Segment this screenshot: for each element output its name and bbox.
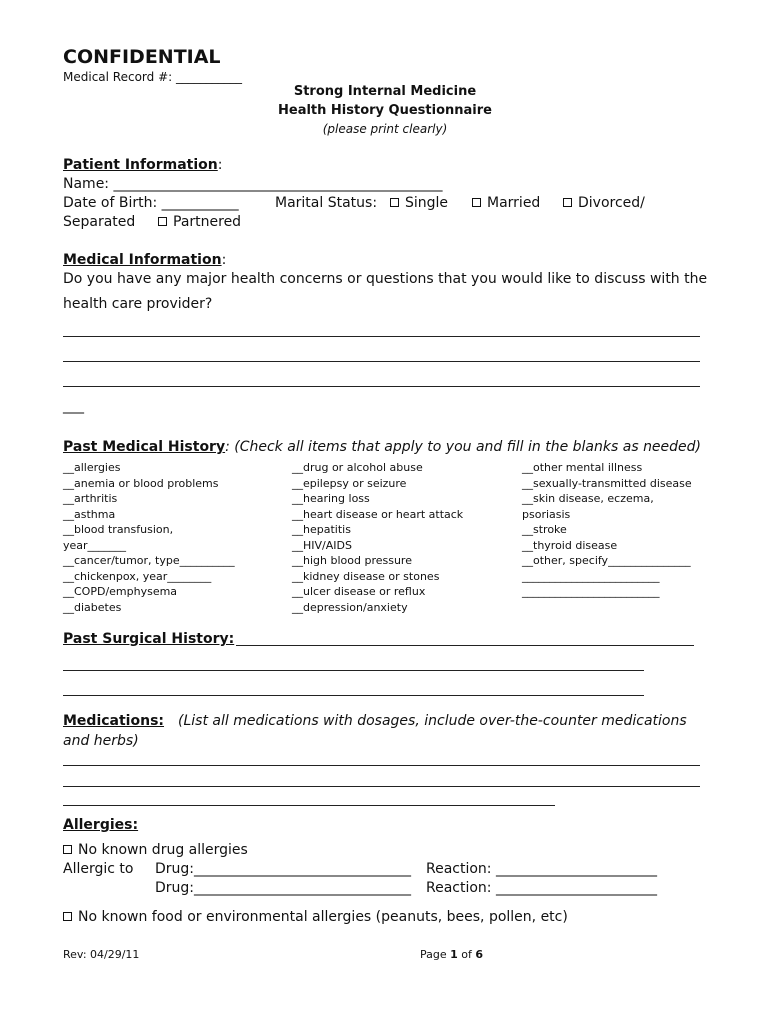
medications-answer-line[interactable] [63, 805, 555, 806]
history-item[interactable]: psoriasis [522, 507, 571, 521]
page-current: 1 [450, 948, 458, 961]
history-item[interactable]: __anemia or blood problems [63, 476, 219, 490]
no-food-allergies-option[interactable] [63, 909, 568, 925]
page-word: Page [420, 948, 447, 961]
option-single-label: Single [405, 195, 449, 211]
medical-info-heading-text: Medical Information [63, 252, 222, 268]
option-partnered-label: Partnered [173, 214, 242, 230]
history-item[interactable]: __COPD/emphysema [63, 585, 178, 598]
drug-field[interactable]: Drug:_______________________________ [155, 861, 412, 877]
history-item[interactable]: __heart disease or heart attack [292, 507, 464, 521]
health-concerns-question-cont: health care provider? [63, 296, 213, 312]
history-col-3 [522, 460, 692, 600]
history-item[interactable]: __hepatitis [292, 523, 351, 536]
history-item[interactable]: __asthma [63, 507, 116, 521]
dob-field[interactable]: Date of Birth: ___________ [63, 195, 239, 211]
page-total: 6 [475, 948, 484, 961]
medications-answer-line[interactable] [63, 765, 700, 766]
history-item[interactable]: _________________________ [522, 569, 660, 583]
reaction-field[interactable]: Reaction: _______________________ [426, 880, 657, 896]
form-title: Health History Questionnaire [278, 103, 492, 118]
history-item[interactable]: __allergies [63, 461, 121, 474]
history-item[interactable]: __chickenpox, year________ [63, 569, 212, 583]
no-drug-allergies-label: No known drug allergies [78, 842, 248, 858]
option-separated-label: Separated [63, 214, 136, 230]
history-item[interactable]: __HIV/AIDS [292, 538, 352, 552]
organization-name: Strong Internal Medicine [293, 84, 477, 99]
patient-info-heading: Patient Information: [63, 157, 223, 173]
history-item[interactable]: __arthritis [63, 492, 118, 505]
medications-answer-line[interactable] [63, 786, 700, 787]
history-item[interactable]: _________________________ [522, 585, 660, 598]
print-note: (please print clearly) [322, 122, 448, 136]
history-item[interactable]: __other mental illness [522, 461, 643, 474]
option-married[interactable] [472, 195, 540, 211]
surgical-answer-line[interactable] [63, 670, 644, 671]
answer-line[interactable] [63, 336, 700, 337]
history-item[interactable]: __other, specify_______________ [522, 554, 691, 567]
history-item[interactable]: __blood transfusion, [63, 523, 174, 536]
history-item[interactable]: __sexually-transmitted disease [522, 476, 692, 490]
history-item[interactable]: __cancer/tumor, type__________ [63, 554, 235, 567]
checkbox-icon[interactable] [563, 198, 572, 207]
allergic-to-label: Allergic to [63, 861, 134, 877]
past-medical-history-heading [63, 439, 701, 455]
health-concerns-question: Do you have any major health concerns or questions that you would like to discuss with the [63, 271, 708, 287]
history-item[interactable]: __stroke [522, 523, 567, 536]
past-medical-history-heading-text: Past Medical History [63, 439, 226, 455]
history-item[interactable]: __drug or alcohol abuse [292, 461, 423, 474]
patient-info-heading-text: Patient Information [63, 157, 218, 173]
checkbox-icon[interactable] [472, 198, 481, 207]
checkbox-icon[interactable] [63, 845, 72, 854]
history-item[interactable]: __epilepsy or seizure [292, 476, 407, 490]
history-item[interactable]: __thyroid disease [522, 538, 618, 552]
option-divorced-label: Divorced/ [578, 195, 645, 211]
name-field[interactable]: Name: _______________________________________________ [63, 176, 443, 192]
medications-note-cont: and herbs) [63, 733, 139, 749]
checkbox-icon[interactable] [390, 198, 399, 207]
history-item[interactable]: __hearing loss [292, 492, 370, 505]
checkbox-icon[interactable] [63, 912, 72, 921]
option-single[interactable] [390, 195, 448, 211]
medications-heading: Medications: [63, 713, 165, 729]
marital-status-label: Marital Status: [275, 195, 378, 211]
history-item[interactable]: __skin disease, eczema, [522, 492, 654, 505]
history-item[interactable]: __ulcer disease or reflux [292, 585, 426, 598]
no-food-allergies-label: No known food or environmental allergies (peanuts, bees, pollen, etc) [78, 909, 568, 925]
page-of-word: of [461, 948, 472, 961]
medications-note: (List all medications with dosages, include over-the-counter medications [178, 713, 687, 729]
answer-line-short[interactable]: ___ [63, 398, 84, 414]
no-drug-allergies-option[interactable] [63, 842, 248, 858]
checkbox-icon[interactable] [158, 217, 167, 226]
allergies-heading: Allergies: [63, 817, 139, 833]
history-item[interactable]: __diabetes [63, 600, 122, 614]
page-number [420, 948, 483, 961]
medical-info-heading: Medical Information: [63, 252, 227, 268]
revision-date: Rev: 04/29/11 [63, 948, 140, 961]
history-item[interactable]: year_______ [63, 538, 127, 552]
option-married-label: Married [487, 195, 541, 211]
history-col-2 [292, 460, 463, 615]
past-surgical-history-heading: Past Surgical History: [63, 631, 235, 647]
history-item[interactable]: __kidney disease or stones [292, 569, 440, 583]
past-medical-history-note: : (Check all items that apply to you and fill in the blanks as needed) [225, 439, 702, 455]
drug-field[interactable]: Drug:_______________________________ [155, 880, 412, 896]
history-col-1 [63, 460, 235, 615]
option-partnered[interactable] [158, 214, 241, 230]
reaction-field[interactable]: Reaction: _______________________ [426, 861, 657, 877]
answer-line[interactable] [63, 386, 700, 387]
option-divorced[interactable] [563, 195, 645, 211]
history-item[interactable]: __high blood pressure [292, 554, 412, 567]
confidential-label: CONFIDENTIAL [63, 46, 221, 68]
medical-record-number[interactable]: Medical Record #: ___________ [63, 70, 242, 84]
answer-line[interactable] [63, 361, 700, 362]
history-item[interactable]: __depression/anxiety [292, 600, 408, 614]
surgical-answer-line[interactable] [236, 645, 694, 646]
surgical-answer-line[interactable] [63, 695, 644, 696]
